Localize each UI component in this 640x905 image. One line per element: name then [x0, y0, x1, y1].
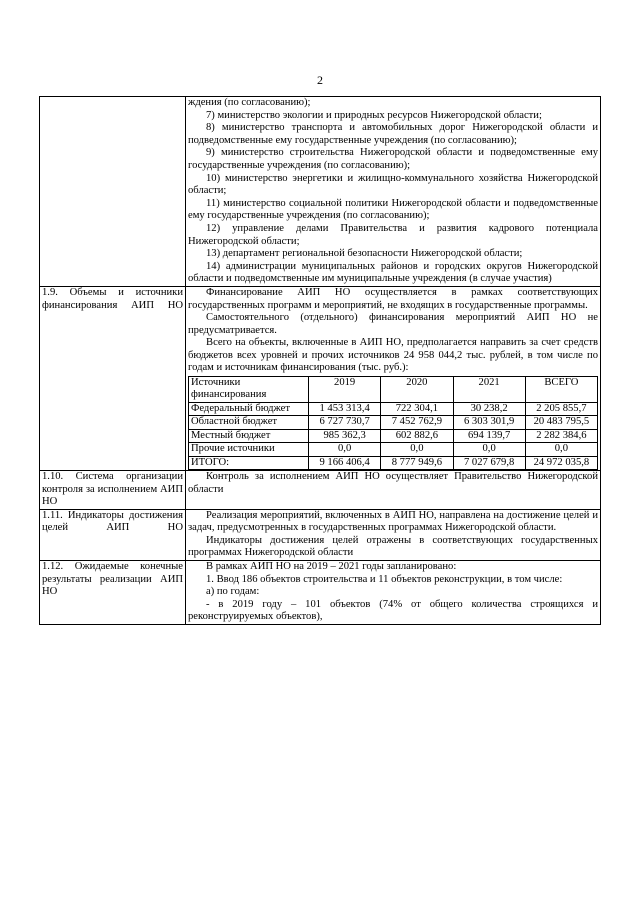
header-2020: 2020	[381, 377, 453, 403]
value-cell: 7 027 679,8	[453, 456, 525, 469]
value-cell: 2 282 384,6	[525, 429, 597, 442]
executor-line: 12) управление делами Правительства и развития кадрового потенциала Нижегородской области;	[188, 222, 598, 247]
passport-table	[39, 96, 601, 625]
table-row-total	[189, 456, 598, 469]
value-cell: 9 166 406,4	[309, 456, 381, 469]
value-cell: 985 362,3	[309, 429, 381, 442]
value-cell: 722 304,1	[381, 402, 453, 415]
value-cell: 6 727 730,7	[309, 416, 381, 429]
executor-line: 14) администрации муниципальных районов и городских округов Нижегородской области и подведомственные им муниципальные учреждения (в случае участия)	[188, 260, 598, 285]
value-cell: 7 452 762,9	[381, 416, 453, 429]
row-indicators	[40, 509, 601, 560]
executor-line: 9) министерство строительства Нижегородской области и подведомственные ему государственные учреждения (по согласованию);	[188, 147, 598, 171]
executor-line: ждения (по согласованию);	[188, 97, 311, 108]
row-financing	[40, 286, 601, 470]
executors-cell	[186, 97, 601, 287]
table-row	[189, 429, 598, 442]
financing-header-row	[189, 377, 598, 403]
source-local: Местный бюджет	[189, 429, 309, 442]
value-cell: 0,0	[381, 443, 453, 456]
row-executors-continued	[40, 97, 601, 287]
row-control	[40, 470, 601, 509]
executor-line: 8) министерство транспорта и автомобильных дорог Нижегородской области и подведомственные ему государственные учреждения (по согласованию);	[188, 122, 598, 146]
indicators-cell	[186, 509, 601, 560]
indicators-paragraph: Индикаторы достижения целей отражены в соответствующих государственных программах Нижегородской области	[188, 534, 598, 559]
executor-line: 11) министерство социальной политики Нижегородской области и подведомственные ему государственные учреждения (по согласованию);	[188, 197, 598, 222]
control-cell	[186, 470, 601, 509]
value-cell: 6 303 301,9	[453, 416, 525, 429]
financing-paragraph: Финансирование АИП НО осуществляется в рамках соответствующих государственных программ и мероприятий, не входящих в государственные программы.	[188, 286, 598, 311]
table-row	[189, 402, 598, 415]
results-line: - в 2019 году – 101 объектов (74% от общего количества строящихся и реконструируемых объектов),	[188, 598, 598, 623]
indicators-paragraph: Реализация мероприятий, включенных в АИП НО, направлена на достижение целей и задач, предусмотренных в государственных программах Нижегородской области.	[188, 509, 598, 534]
results-line: В рамках АИП НО на 2019 – 2021 годы запланировано:	[206, 561, 457, 573]
executor-line: 13) департамент региональной безопасности Нижегородской области;	[206, 248, 523, 260]
row-label-indicators: 1.11. Индикаторы достижения целей АИП НО	[40, 509, 186, 560]
executor-line: 10) министерство энергетики и жилищно-коммунального хозяйства Нижегородской области;	[188, 172, 598, 197]
results-line: 1. Ввод 186 объектов строительства и 11 объектов реконструкции, в том числе:	[206, 573, 563, 585]
financing-paragraph: Всего на объекты, включенные в АИП НО, предполагается направить за счет средств бюджетов всех уровней и прочих источников 24 958 044,2 тыс. рублей, в том числе по годам и источникам финансирования (тыс. руб.):	[188, 337, 598, 374]
value-cell: 0,0	[453, 443, 525, 456]
header-2019: 2019	[309, 377, 381, 403]
table-row	[189, 416, 598, 429]
row-label-results: 1.12. Ожидаемые конечные результаты реализации АИП НО	[40, 561, 186, 625]
row-label-financing: 1.9. Объемы и источники финансирования АИП НО	[40, 286, 186, 470]
control-paragraph: Контроль за исполнением АИП НО осуществляет Правительство Нижегородской области	[188, 470, 598, 495]
table-row	[189, 443, 598, 456]
value-cell: 24 972 035,8	[525, 456, 597, 469]
page-number: 2	[317, 73, 323, 87]
executor-line: 7) министерство экологии и природных ресурсов Нижегородской области;	[206, 109, 542, 121]
source-regional: Областной бюджет	[189, 416, 309, 429]
source-other: Прочие источники	[189, 443, 309, 456]
value-cell: 694 139,7	[453, 429, 525, 442]
row-label-empty	[40, 97, 186, 287]
value-cell: 20 483 795,5	[525, 416, 597, 429]
value-cell: 30 238,2	[453, 402, 525, 415]
value-cell: 0,0	[525, 443, 597, 456]
financing-cell	[186, 286, 601, 470]
value-cell: 602 882,6	[381, 429, 453, 442]
source-total: ИТОГО:	[189, 456, 309, 469]
row-results	[40, 561, 601, 625]
value-cell: 0,0	[309, 443, 381, 456]
financing-table	[188, 376, 598, 470]
header-2021: 2021	[453, 377, 525, 403]
header-total: ВСЕГО	[525, 377, 597, 403]
value-cell: 8 777 949,6	[381, 456, 453, 469]
value-cell: 1 453 313,4	[309, 402, 381, 415]
header-sources: Источники финансирования	[189, 377, 309, 403]
source-federal: Федеральный бюджет	[189, 402, 309, 415]
value-cell: 2 205 855,7	[525, 402, 597, 415]
row-label-control: 1.10. Система организации контроля за исполнением АИП НО	[40, 470, 186, 509]
financing-paragraph: Самостоятельного (отдельного) финансирования мероприятий АИП НО не предусматривается.	[188, 312, 598, 336]
results-cell	[186, 561, 601, 625]
results-line: а) по годам:	[206, 586, 260, 598]
